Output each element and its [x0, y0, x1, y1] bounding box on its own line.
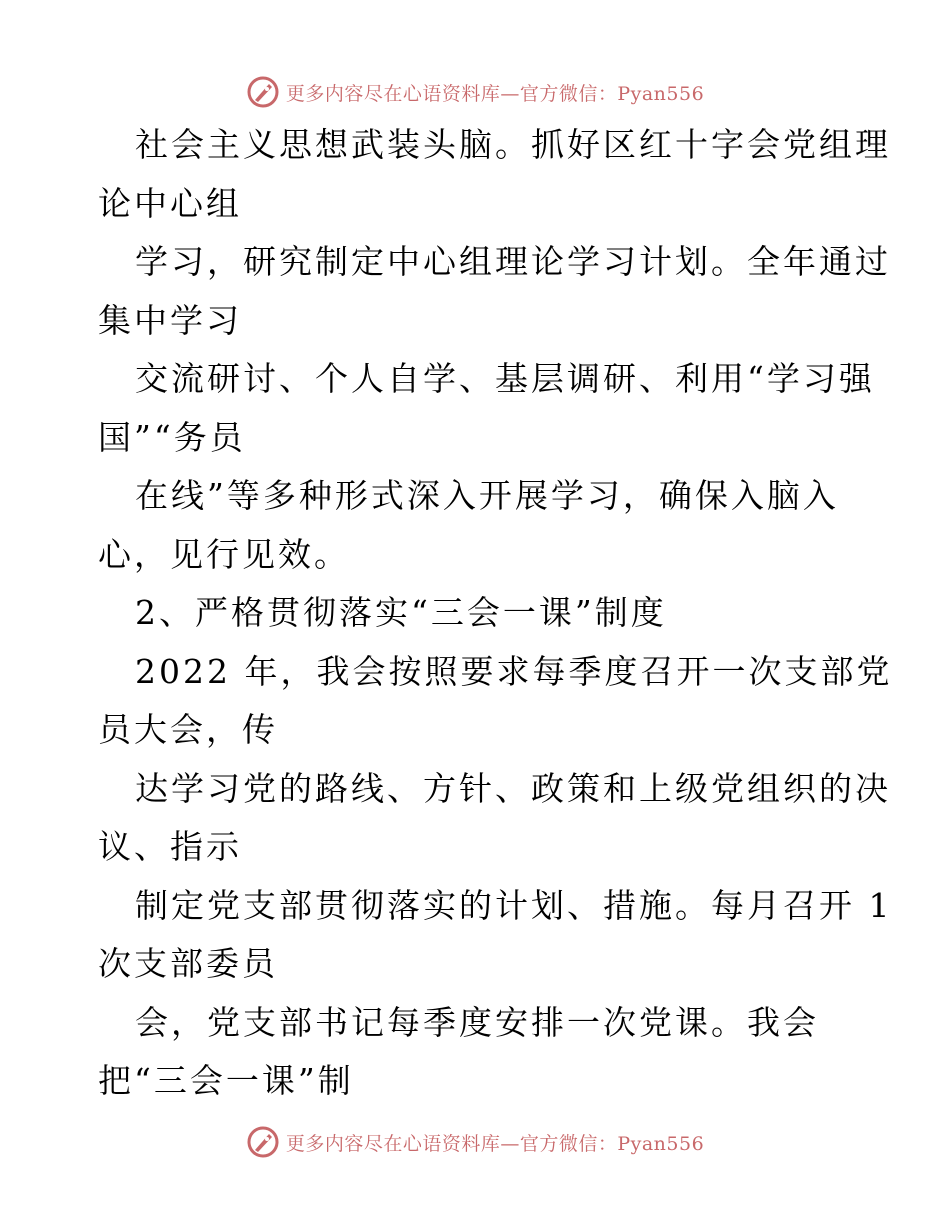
text-line: 集中学习: [98, 300, 242, 340]
text-line: 交流研讨、个人自学、基层调研、利用“学习强: [135, 359, 875, 398]
text-line: 会，党支部书记每季度安排一次党课。我会: [135, 1002, 819, 1042]
text-line: 论中心组: [98, 183, 242, 223]
text-line: 学习，研究制定中心组理论学习计划。全年通过: [135, 242, 891, 281]
header-watermark: [0, 72, 950, 112]
watermark-text: 更多内容尽在心语资料库—官方微信：Pyan556: [285, 1132, 705, 1155]
text-line: 员大会，传: [98, 710, 278, 749]
text-line: 国”“务员: [98, 417, 246, 457]
pen-nib-logo-icon: [246, 75, 280, 109]
text-line: 议、指示: [98, 827, 242, 866]
text-line: 制定党支部贯彻落实的计划、措施。每月召开 1: [135, 885, 893, 925]
watermark-text: 更多内容尽在心语资料库—官方微信：Pyan556: [285, 82, 705, 105]
text-line: 心，见行见效。: [98, 534, 350, 574]
text-line: 在线”等多种形式深入开展学习，确保入脑入: [135, 476, 839, 515]
text-line: 把“三会一课”制: [98, 1061, 354, 1100]
document-body: [98, 116, 893, 1111]
text-line: 达学习党的路线、方针、政策和上级党组织的决: [135, 768, 891, 808]
pen-nib-logo-icon: [246, 1125, 280, 1159]
text-line: 2022 年，我会按照要求每季度召开一次支部党: [135, 651, 893, 691]
text-line: 社会主义思想武装头脑。抓好区红十字会党组理: [135, 125, 891, 164]
footer-watermark: [0, 1122, 950, 1162]
text-line: 次支部委员: [98, 944, 278, 983]
section-heading: 2、严格贯彻落实“三会一课”制度: [135, 593, 667, 632]
